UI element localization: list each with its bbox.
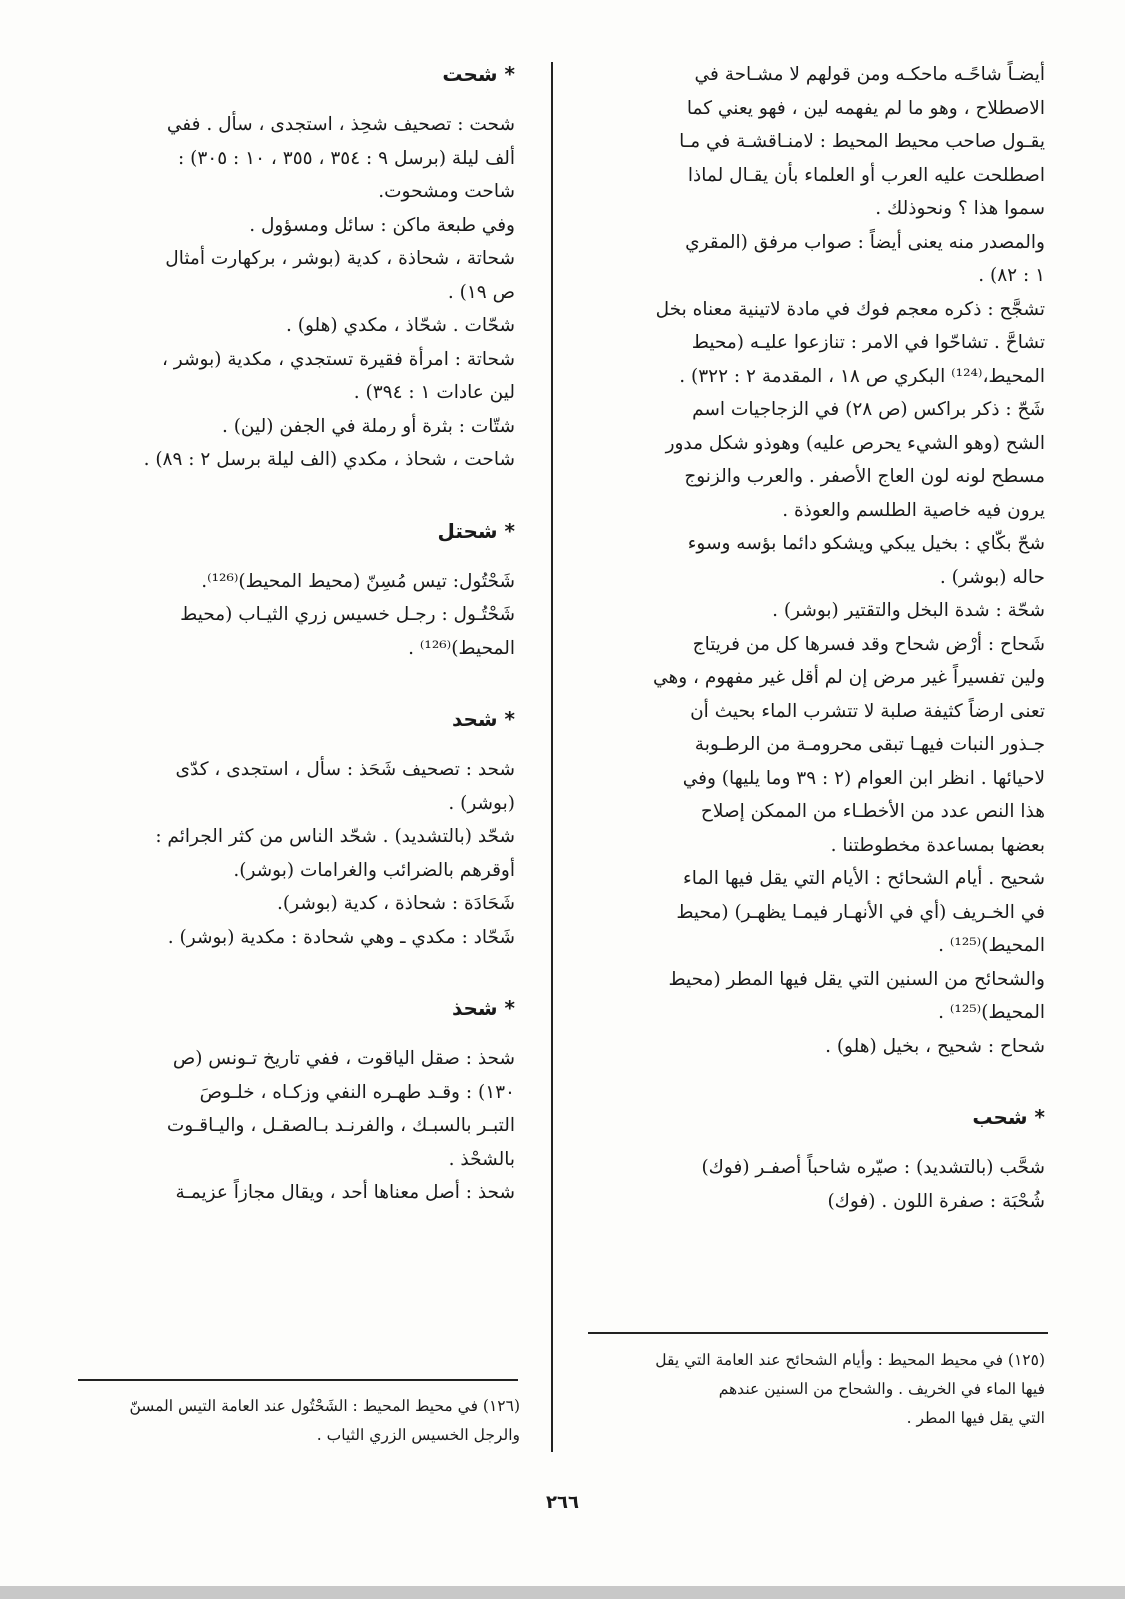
text-line: شحّ بكّاي : بخيل يبكي ويشكو دائما بؤسه وسوء (687, 533, 1045, 554)
footnote-rule-left (78, 1379, 518, 1381)
text-line: شَحَادَة : شحاذة ، كدية (بوشر). (277, 893, 515, 914)
text-line: والشحائح من السنين التي يقل فيها المطر (محيط (668, 968, 1045, 990)
text-line: شحّد (بالتشديد) . شحّد الناس من كثر الجرائم : (155, 826, 515, 847)
text-line: جـذور النبات فيهـا تبقى محرومـة من الرطـوبة (694, 734, 1045, 755)
heading-gap (80, 90, 515, 108)
entry-heading: * شحت (442, 62, 515, 86)
text-line: بعضها بمساعدة مخطوطتنا . (830, 834, 1045, 856)
page-number: ٢٦٦ (546, 1492, 579, 1513)
section-gap (80, 665, 515, 703)
text-line: شحّات . شحّاذ ، مكدي (هلو) . (285, 315, 515, 336)
text-line: شحد : تصحيف شَحَذ : سأل ، استجدى ، كدّى (175, 759, 515, 780)
footnote-line: والرجل الخسيس الزري الثياب . (316, 1426, 520, 1444)
text-line: شحيح . أيام الشحائح : الأيام التي يقل فيها الماء (683, 868, 1045, 889)
text-line: (بوشر) . (448, 792, 515, 814)
text-line: الشح (وهو الشيء يحرص عليه) وهوذو شكل مدور (665, 432, 1045, 454)
text-line: شحاتة ، شحاذة ، كدية (بوشر ، بركهارت أمثال (165, 248, 515, 269)
footnote-line: (١٢٦) في محيط المحيط : الشَحْتُول عند العامة التيس المسنّ (129, 1397, 520, 1415)
text-line: ولين تفسيراً غير مرض إن لم أقل غير مفهوم ، وهي (653, 667, 1045, 688)
footnote-line: فيها الماء في الخريف . والشحاح من السنين عندهم (718, 1380, 1045, 1398)
text-line: والمصدر منه يعنى أيضاً : صواب مرفق (المقري (685, 231, 1045, 253)
section-gap (80, 477, 515, 515)
scan-edge (0, 1586, 1125, 1599)
text-line: شحّة : شدة البخل والتقتير (بوشر) . (772, 600, 1045, 621)
text-line: التبـر بالسبـك ، والفرنـد بـالصقـل ، واليـاقـوت (166, 1115, 515, 1136)
text-line: تعنى ارضاً كثيفة صلبة لا تتشرب الماء بحيث أن (690, 700, 1045, 722)
text-line: شَحاح : أرْض شحاح وقد فسرها كل من فريتاج (692, 633, 1045, 655)
text-line: ١٣٠) : وقـد طهـره النفي وزكـاه ، خلـوصَ (199, 1081, 515, 1103)
text-line: شَحْتُول: تيس مُسِنّ (محيط المحيط)⁽¹²⁶⁾. (201, 570, 515, 592)
entry-heading: * شحتل (437, 518, 515, 543)
text-line: شاحت ومشحوت. (378, 181, 515, 202)
text-line: حاله (بوشر) . (939, 566, 1045, 588)
text-line: وفي طبعة ماكن : سائل ومسؤول . (249, 214, 515, 236)
text-line: المحيط)⁽¹²⁶⁾ . (408, 637, 515, 659)
text-line: تشجَّح : ذكره معجم فوك في مادة لاتينية معناه بخل (655, 298, 1045, 320)
text-line: ألف ليلة (برسل ٩ : ٣٥٤ ، ٣٥٥ ، ١٠ : ٣٠٥) : (178, 147, 515, 169)
text-line: أوقرهم بالضرائب والغرامات (بوشر). (233, 859, 515, 881)
text-line: شحذ : أصل معناها أحد ، ويقال مجازاً عزيمـة (175, 1182, 515, 1203)
text-line: يرون فيه خاصية الطلسم والعوذة . (782, 499, 1045, 521)
section-gap (80, 954, 515, 992)
entry-heading: * شحب (972, 1105, 1045, 1129)
text-line: يقـول صاحب محيط المحيط : لامنـاقشـة في مـا (679, 131, 1045, 152)
right-column (590, 58, 1045, 1218)
text-line: شحاتة : امرأة فقيرة تستجدي ، مكدية (بوشر ، (161, 348, 515, 370)
footnote-rule-right (588, 1332, 1048, 1334)
text-line: أيضـاً شاحًـه ماحكـه ومن قولهم لا مشـاحة في (694, 64, 1045, 85)
text-line: لين عادات ١ : ٣٩٤) . (353, 382, 515, 403)
footnote-left (80, 1392, 520, 1450)
left-column (80, 58, 515, 1210)
text-line: شحذ : صقل الياقوت ، ففي تاريخ تـونس (ص (172, 1048, 515, 1069)
text-line: لاحيائها . انظر ابن العوام (٢ : ٣٩ وما يليها) وفي (682, 767, 1045, 789)
text-line: شَحّ : ذكر براكس (ص ٢٨) في الزجاجيات اسم (692, 399, 1045, 420)
entry-heading: * شحد (451, 707, 515, 731)
text-line: شحاح : شحيح ، بخيل (هلو) . (825, 1035, 1045, 1057)
text-line: مسطح لونه لون العاج الأصفر . والعرب والزنوج (684, 466, 1045, 487)
entry-heading: * شحذ (451, 996, 515, 1020)
text-line: ص ١٩) . (447, 281, 515, 303)
text-line: سموا هذا ؟ ونحوذلك . (875, 198, 1045, 219)
text-line: هذا النص عدد من الأخطـاء من الممكن إصلاح (700, 801, 1045, 822)
section-gap (590, 1063, 1045, 1101)
text-line: شحَّب (بالتشديد) : صيّره شاحباً أصفـر (فوك) (701, 1157, 1045, 1178)
text-line: شاحت ، شحاذ ، مكدي (الف ليلة برسل ٢ : ٨٩) . (143, 449, 515, 470)
text-line: شُحْبَة : صفرة اللون . (فوك) (827, 1190, 1045, 1212)
heading-gap (80, 1024, 515, 1042)
text-line: شحت : تصحيف شحِذ ، استجدى ، سأل . ففي (166, 114, 515, 135)
text-line: الاصطلاح ، وهو ما لم يفهمه لين ، فهو يعني كما (686, 97, 1045, 119)
column-divider (551, 62, 553, 1452)
footnote-line: (١٢٥) في محيط المحيط : وأيام الشحائح عند العامة التي يقل (655, 1351, 1045, 1369)
heading-gap (80, 547, 515, 565)
footnote-line: التي يقل فيها المطر . (906, 1409, 1045, 1427)
text-line: المحيط)⁽¹²⁵⁾ . (938, 1002, 1045, 1023)
text-line: المحيط،⁽¹²⁴⁾ البكري ص ١٨ ، المقدمة ٢ : ٣٢٢) . (679, 365, 1045, 387)
text-line: في الخـريف (أي في الأنهـار فيمـا يظهـر) (محيط (676, 901, 1045, 923)
text-line: تشاحَّ . تشاحّوا في الامر : تنازعوا عليـه (محيط (691, 332, 1045, 353)
heading-gap (590, 1133, 1045, 1151)
text-line: ١ : ٨٢) . (978, 265, 1045, 286)
text-line: شتّات : بثرة أو رملة في الجفن (لين) . (221, 415, 515, 437)
text-line: بالشحْذ . (448, 1148, 515, 1170)
footnote-right (590, 1346, 1045, 1433)
text-line: شَحّاد : مكدي ـ وهي شحادة : مكدية (بوشر) . (167, 926, 515, 948)
text-line: اصطلحت عليه العرب أو العلماء بأن يقـال لماذا (687, 164, 1045, 186)
text-line: شَحْتُـول : رجـل خسيس زري الثيـاب (محيط (180, 604, 515, 625)
heading-gap (80, 735, 515, 753)
text-line: المحيط)⁽¹²⁵⁾ . (938, 935, 1045, 956)
